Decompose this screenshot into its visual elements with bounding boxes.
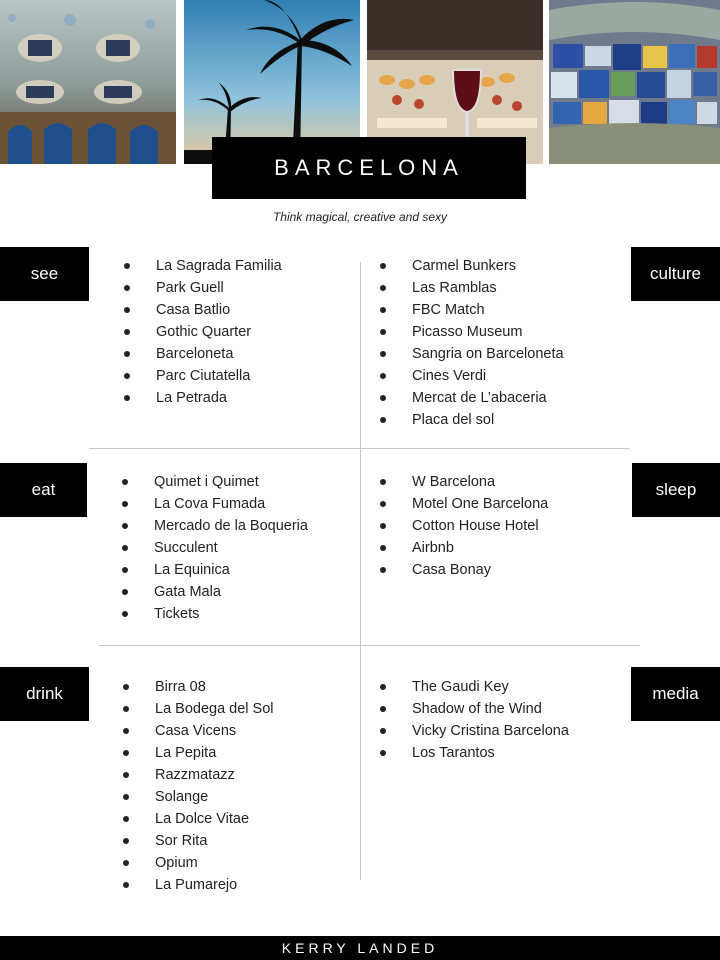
list-item: Succulent xyxy=(120,537,308,559)
list-item: The Gaudi Key xyxy=(379,676,569,698)
horizontal-divider-bottom xyxy=(99,645,640,646)
list-item: Birra 08 xyxy=(121,676,274,698)
list-item: Mercat de L’abaceria xyxy=(379,387,564,409)
list-item: La Dolce Vitae xyxy=(121,808,274,830)
list-item: La Cova Fumada xyxy=(120,493,308,515)
list-item: Cines Verdi xyxy=(379,365,564,387)
list-item: Motel One Barcelona xyxy=(379,493,548,515)
list-item: Vicky Cristina Barcelona xyxy=(379,720,569,742)
list-item: Casa Vicens xyxy=(121,720,274,742)
list-item: Mercado de la Boqueria xyxy=(120,515,308,537)
list-item: Casa Bonay xyxy=(379,559,548,581)
list-item: Cotton House Hotel xyxy=(379,515,548,537)
list-item: Shadow of the Wind xyxy=(379,698,569,720)
list-item: La Petrada xyxy=(122,387,282,409)
list-item: Los Tarantos xyxy=(379,742,569,764)
list-item: Quimet i Quimet xyxy=(120,471,308,493)
list-item: Placa del sol xyxy=(379,409,564,431)
list-item: Carmel Bunkers xyxy=(379,255,564,277)
list-item: W Barcelona xyxy=(379,471,548,493)
list-item: FBC Match xyxy=(379,299,564,321)
list-item: Sor Rita xyxy=(121,830,274,852)
list-item: La Bodega del Sol xyxy=(121,698,274,720)
list-item: Razzmatazz xyxy=(121,764,274,786)
photo-casa-batllo xyxy=(0,0,176,164)
culture-list xyxy=(379,255,564,431)
list-item: Airbnb xyxy=(379,537,548,559)
footer-brand: KERRY LANDED xyxy=(0,936,720,960)
drink-list xyxy=(121,676,274,896)
media-list xyxy=(379,676,569,764)
photo-mosaic xyxy=(549,0,720,164)
list-item: Tickets xyxy=(120,603,308,625)
list-item: La Pumarejo xyxy=(121,874,274,896)
list-item: Picasso Museum xyxy=(379,321,564,343)
list-item: Opium xyxy=(121,852,274,874)
list-item: Casa Batlio xyxy=(122,299,282,321)
list-item: Barceloneta xyxy=(122,343,282,365)
list-item: Las Ramblas xyxy=(379,277,564,299)
tagline: Think magical, creative and sexy xyxy=(272,210,448,224)
list-item: Parc Ciutatella xyxy=(122,365,282,387)
section-label-eat: eat xyxy=(0,463,87,517)
vertical-divider xyxy=(360,262,361,880)
list-item: Gata Mala xyxy=(120,581,308,603)
list-item: La Sagrada Familia xyxy=(122,255,282,277)
section-label-drink: drink xyxy=(0,667,89,721)
list-item: Sangria on Barceloneta xyxy=(379,343,564,365)
section-label-media: media xyxy=(631,667,720,721)
sleep-list xyxy=(379,471,548,581)
see-list xyxy=(122,255,282,409)
section-label-see: see xyxy=(0,247,89,301)
section-label-culture: culture xyxy=(631,247,720,301)
list-item: La Pepita xyxy=(121,742,274,764)
list-item: La Equinica xyxy=(120,559,308,581)
list-item: Park Guell xyxy=(122,277,282,299)
eat-list xyxy=(120,471,308,625)
horizontal-divider-top xyxy=(89,448,630,449)
page-title: BARCELONA xyxy=(212,137,526,199)
section-label-sleep: sleep xyxy=(632,463,720,517)
list-item: Gothic Quarter xyxy=(122,321,282,343)
list-item: Solange xyxy=(121,786,274,808)
